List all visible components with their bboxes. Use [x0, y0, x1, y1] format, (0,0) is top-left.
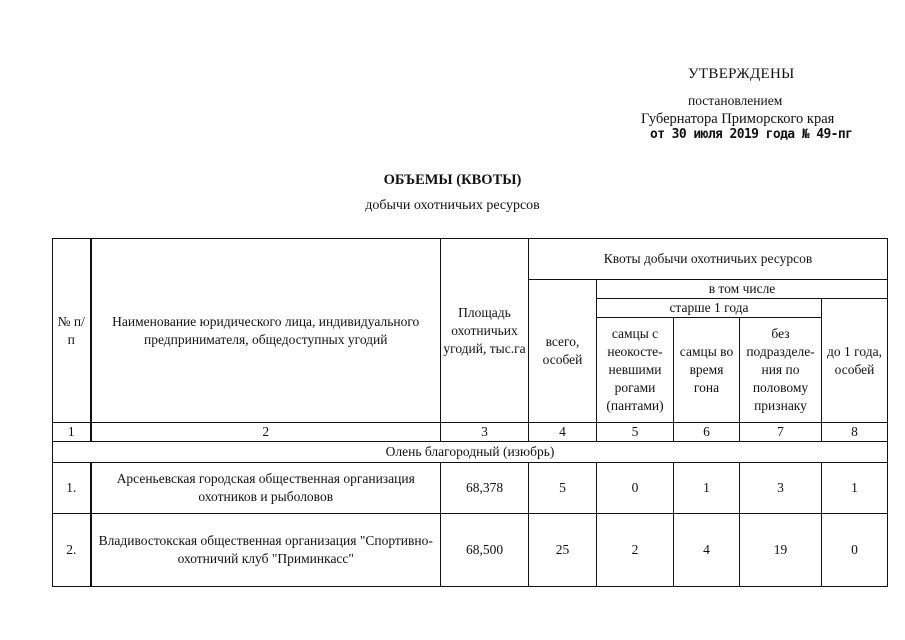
species-group-row: Олень благородный (изюбрь)	[53, 442, 888, 463]
header-quotas: Квоты добычи охотничьих ресурсов	[529, 239, 888, 280]
quota-table	[52, 238, 888, 587]
row-under-one-year: 1	[822, 463, 888, 514]
column-number: 7	[740, 423, 822, 442]
approval-title: УТВЕРЖДЕНЫ	[688, 66, 795, 82]
row-rut-males: 4	[674, 514, 740, 587]
header-older: старше 1 года	[597, 299, 822, 318]
row-organization-name: Владивостокская общественная организация "Спортивно-охотничий клуб "Приминкасс"	[91, 514, 441, 587]
row-area: 68,500	[441, 514, 529, 587]
row-antler-males: 0	[597, 463, 674, 514]
column-number: 8	[822, 423, 888, 442]
row-area: 68,378	[441, 463, 529, 514]
approval-decree-line: постановлением	[688, 93, 783, 108]
row-total: 25	[529, 514, 597, 587]
column-number: 1	[53, 423, 91, 442]
row-organization-name: Арсеньевская городская общественная организация охотников и рыболовов	[91, 463, 441, 514]
header-antler-males: самцы с неокосте-невшими рогами (пантами)	[597, 318, 674, 423]
header-rut-males: самцы во время гона	[674, 318, 740, 423]
column-number: 3	[441, 423, 529, 442]
header-including: в том числе	[597, 280, 888, 299]
row-no-sex-split: 19	[740, 514, 822, 587]
table-row	[53, 463, 888, 514]
row-number: 1.	[53, 463, 91, 514]
header-total: всего, особей	[529, 280, 597, 423]
column-number: 5	[597, 423, 674, 442]
row-number: 2.	[53, 514, 91, 587]
header-num: № п/п	[53, 239, 91, 423]
row-under-one-year: 0	[822, 514, 888, 587]
column-number: 2	[91, 423, 441, 442]
row-rut-males: 1	[674, 463, 740, 514]
document-title: ОБЪЕМЫ (КВОТЫ)	[383, 172, 522, 188]
approval-governor-line: Губернатора Приморского края	[641, 111, 835, 127]
column-number: 6	[674, 423, 740, 442]
row-no-sex-split: 3	[740, 463, 822, 514]
approval-date-line: от 30 июля 2019 года № 49-пг	[650, 127, 853, 142]
document-subtitle: добычи охотничьих ресурсов	[365, 198, 540, 213]
header-no-sex-split: без подразделе-ния по половому признаку	[740, 318, 822, 423]
row-antler-males: 2	[597, 514, 674, 587]
column-number: 4	[529, 423, 597, 442]
header-under-one-year: до 1 года, особей	[822, 299, 888, 423]
header-name: Наименование юридического лица, индивидуального предпринимателя, общедоступных угодий	[91, 239, 441, 423]
header-area: Площадь охотничьих угодий, тыс.га	[441, 239, 529, 423]
row-total: 5	[529, 463, 597, 514]
table-row	[53, 514, 888, 587]
